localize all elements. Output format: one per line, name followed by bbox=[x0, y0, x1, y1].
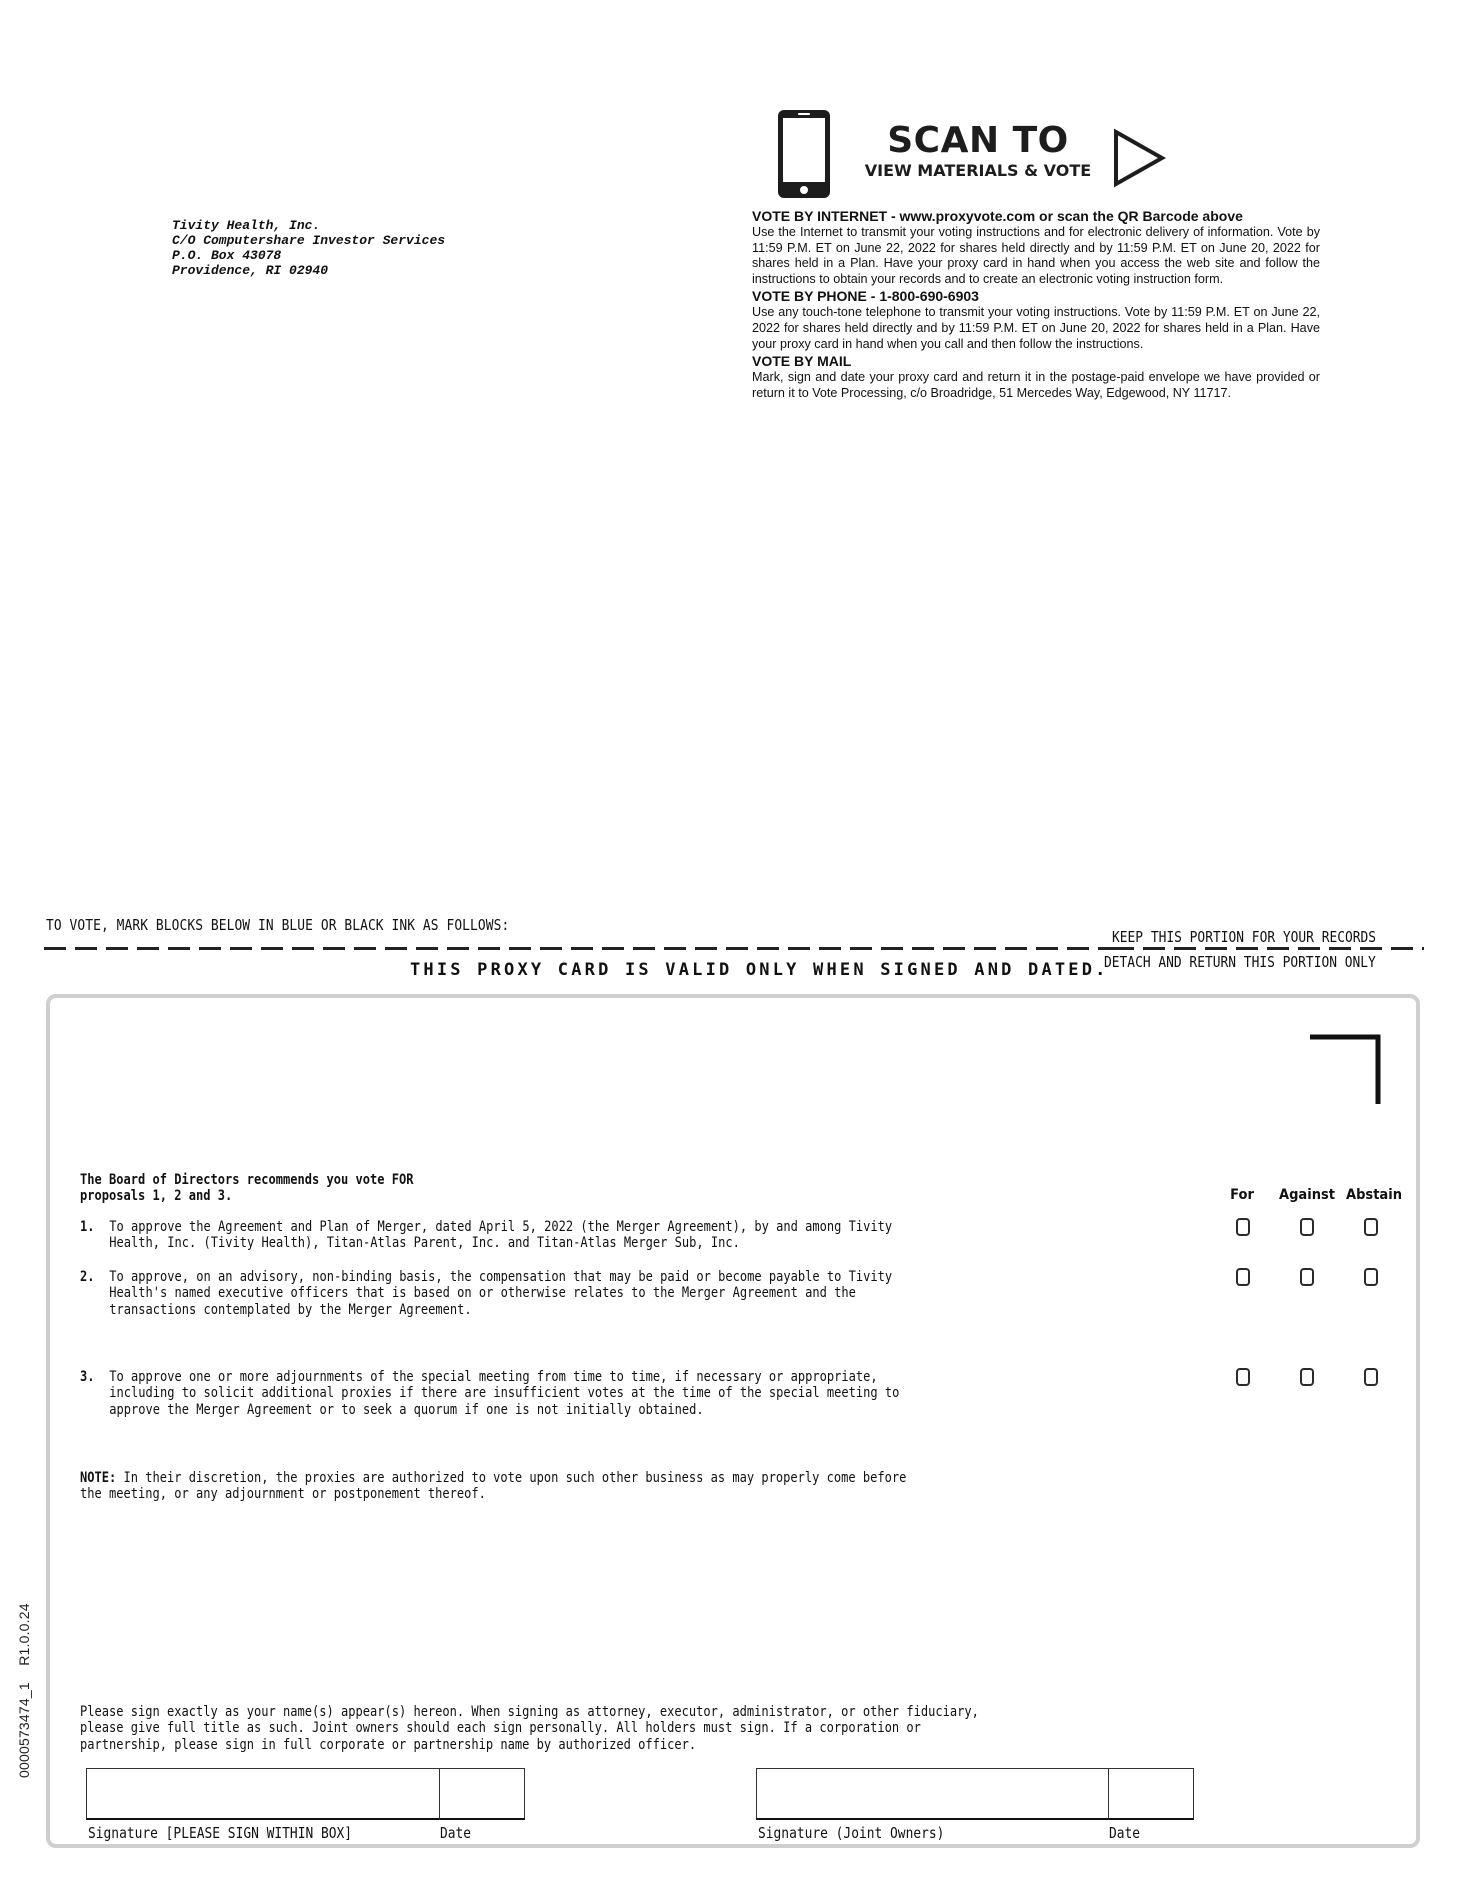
keep-dashed-line bbox=[1112, 947, 1424, 950]
note-line-2: the meeting, or any adjournment or postponement thereof. bbox=[80, 1486, 486, 1503]
column-against: Against bbox=[1278, 1187, 1336, 1203]
note-line-1: In their discretion, the proxies are authorized to vote upon such other business as may properly come before bbox=[116, 1470, 907, 1486]
address-line-4: Providence, RI 02940 bbox=[172, 263, 329, 278]
scan-title: SCAN TO bbox=[887, 120, 1069, 161]
column-for: For bbox=[1230, 1187, 1254, 1203]
phone-text: Use any touch-tone telephone to transmit your voting instructions. Vote by 11:59 P.M. ET on June 22, 2022 for shares held directly and by 11:59 P.M. ET on June 20, 2022 for shares held in a Plan. Have your proxy card in hand when you call and then follow the instructions. bbox=[752, 305, 1320, 351]
internet-text: Use the Internet to transmit your voting instructions and for electronic delivery of information. Vote by 11:59 P.M. ET on June 22, 2022 for shares held directly and by 11:59 P.M. ET on June 20, 2022 for shares held in a Plan. Have your proxy card in hand when you access the web site and follow the instructions to obtain your records and to create an electronic voting instruction form. bbox=[752, 225, 1320, 286]
joint-signature-box[interactable] bbox=[756, 1768, 1109, 1820]
detach-return-label: DETACH AND RETURN THIS PORTION ONLY bbox=[1104, 953, 1376, 971]
scan-subtitle: VIEW MATERIALS & VOTE bbox=[864, 161, 1092, 180]
signature-label: Signature [PLEASE SIGN WITHIN BOX] bbox=[88, 1824, 353, 1842]
joint-date-label: Date bbox=[1109, 1824, 1141, 1842]
keep-portion-wrap bbox=[1112, 928, 1425, 948]
proposal-number: 3. bbox=[80, 1369, 95, 1385]
proposal-1 bbox=[80, 1219, 923, 1252]
address-line-2: C/O Computershare Investor Services bbox=[172, 233, 446, 248]
proposal-2-abstain-checkbox[interactable] bbox=[1364, 1268, 1378, 1286]
proposal-2-against-checkbox[interactable] bbox=[1300, 1268, 1314, 1286]
proposal-line: To approve, on an advisory, non-binding basis, the compensation that may be paid or become payable to Tivity bbox=[109, 1269, 893, 1285]
proposal-line: Health, Inc. (Tivity Health), Titan-Atlas Parent, Inc. and Titan-Atlas Merger Sub, Inc. bbox=[109, 1235, 740, 1252]
proposal-line: To approve one or more adjournments of the special meeting from time to time, if necessary or appropriate, bbox=[109, 1369, 878, 1385]
joint-date-box[interactable] bbox=[1108, 1768, 1194, 1820]
proposal-3-for-checkbox[interactable] bbox=[1236, 1368, 1250, 1386]
phone-heading: VOTE BY PHONE - 1-800-690-6903 bbox=[752, 288, 979, 305]
document-control-code: 0000573474_1 R1.0.0.24 bbox=[16, 1603, 32, 1778]
voting-instructions bbox=[752, 207, 1320, 402]
board-recommendation bbox=[80, 1172, 413, 1204]
proposal-line: including to solicit additional proxies if there are insufficient votes at the time of the special meeting to bbox=[109, 1385, 900, 1402]
valid-notice: THIS PROXY CARD IS VALID ONLY WHEN SIGNED AND DATED. bbox=[410, 960, 1109, 980]
proposal-line: Health's named executive officers that is based on or otherwise relates to the Merger Agreement and the bbox=[109, 1285, 856, 1302]
proposal-line: transactions contemplated by the Merger Agreement. bbox=[109, 1301, 472, 1318]
detach-dashed-line bbox=[44, 947, 1112, 950]
keep-portion-label: KEEP THIS PORTION FOR YOUR RECORDS bbox=[1112, 928, 1377, 946]
mail-heading: VOTE BY MAIL bbox=[752, 353, 852, 370]
note-label: NOTE: bbox=[80, 1470, 117, 1486]
proposal-1-abstain-checkbox[interactable] bbox=[1364, 1218, 1378, 1236]
play-arrow-icon bbox=[1112, 128, 1168, 188]
board-line-1: The Board of Directors recommends you vote FOR bbox=[80, 1172, 414, 1188]
proposal-1-against-checkbox[interactable] bbox=[1300, 1218, 1314, 1236]
smartphone-icon bbox=[776, 108, 832, 200]
column-abstain: Abstain bbox=[1345, 1187, 1403, 1203]
proposal-2 bbox=[80, 1269, 923, 1318]
mail-text: Mark, sign and date your proxy card and return it in the postage-paid envelope we have provided or return it to Vote Processing, c/o Broadridge, 51 Mercedes Way, Edgewood, NY 11717. bbox=[752, 370, 1320, 400]
date-box[interactable] bbox=[439, 1768, 525, 1820]
sign-line-1: Please sign exactly as your name(s) appear(s) hereon. When signing as attorney, executor, administrator, or other fiduciary, bbox=[80, 1704, 979, 1720]
internet-heading: VOTE BY INTERNET - www.proxyvote.com or scan the QR Barcode above bbox=[752, 208, 1243, 224]
proposal-line: To approve the Agreement and Plan of Merger, dated April 5, 2022 (the Merger Agreement), by and among Tivity bbox=[109, 1219, 893, 1235]
signing-instructions bbox=[80, 1704, 1112, 1753]
proposal-3 bbox=[80, 1369, 923, 1418]
proposal-1-for-checkbox[interactable] bbox=[1236, 1218, 1250, 1236]
proposal-line: approve the Merger Agreement or to seek a quorum if one is not initially obtained. bbox=[109, 1401, 704, 1418]
board-line-2: proposals 1, 2 and 3. bbox=[80, 1188, 233, 1204]
signature-box[interactable] bbox=[86, 1768, 440, 1820]
sign-line-3: partnership, please sign in full corporate or partnership name by authorized officer. bbox=[80, 1736, 697, 1753]
proposal-3-abstain-checkbox[interactable] bbox=[1364, 1368, 1378, 1386]
address-line-3: P.O. Box 43078 bbox=[172, 248, 282, 263]
proxy-note bbox=[80, 1470, 1043, 1503]
proposal-3-against-checkbox[interactable] bbox=[1300, 1368, 1314, 1386]
to-vote-instruction: TO VOTE, MARK BLOCKS BELOW IN BLUE OR BLACK INK AS FOLLOWS: bbox=[46, 916, 510, 934]
date-label: Date bbox=[440, 1824, 472, 1842]
joint-signature-label: Signature (Joint Owners) bbox=[758, 1824, 945, 1842]
sign-line-2: please give full title as such. Joint owners should each sign personally. All holders must sign. If a corporation or bbox=[80, 1720, 921, 1737]
proposal-2-for-checkbox[interactable] bbox=[1236, 1268, 1250, 1286]
proposal-number: 1. bbox=[80, 1219, 95, 1235]
return-address bbox=[172, 218, 532, 278]
address-line-1: Tivity Health, Inc. bbox=[172, 218, 321, 233]
registration-corner-mark bbox=[1310, 1034, 1382, 1104]
proposal-number: 2. bbox=[80, 1269, 95, 1285]
